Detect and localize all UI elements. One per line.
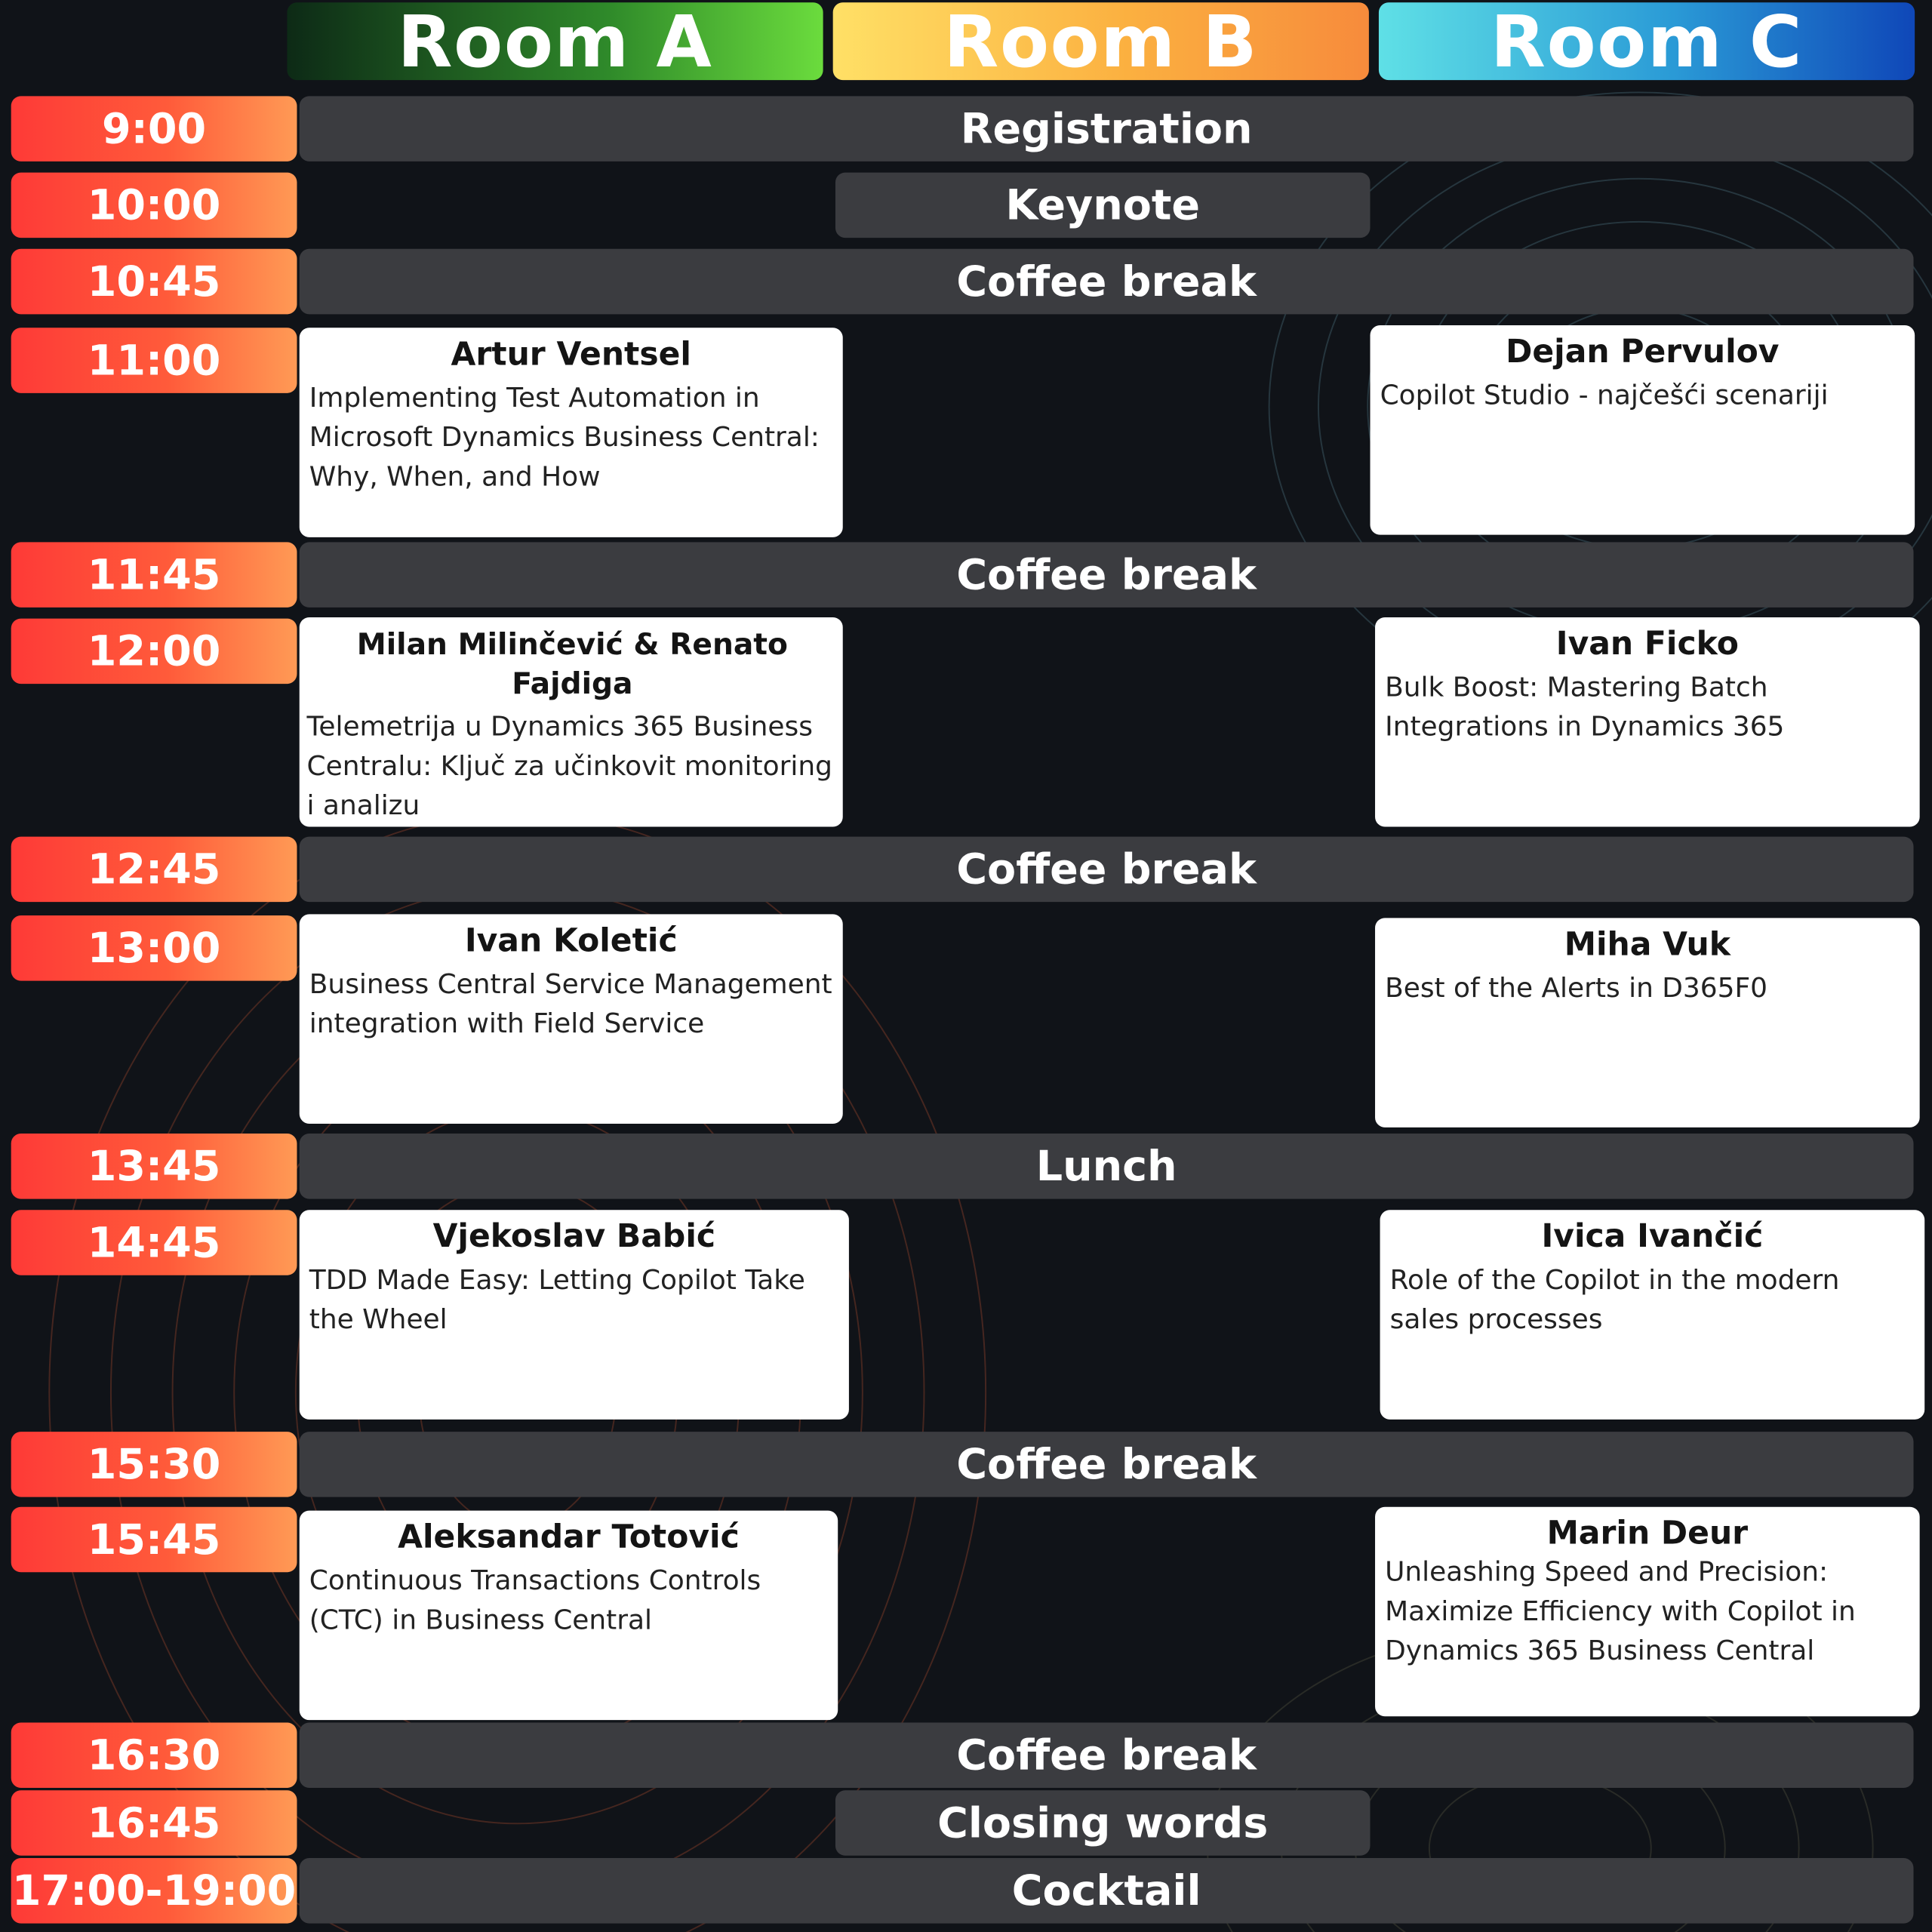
room-a-header: Room A [287, 2, 823, 80]
time-slot: 11:45 [11, 542, 297, 608]
speaker-name: Vjekoslav Babić [432, 1218, 716, 1256]
coffee-break-bar: Coffee break [300, 542, 1914, 608]
speaker-name: Artur Ventsel [451, 336, 691, 374]
speaker-name: Aleksandar Totović [398, 1519, 740, 1557]
time-slot: 14:45 [11, 1210, 297, 1275]
time-slot: 12:00 [11, 619, 297, 685]
speaker-name: Ivan Koletić [464, 922, 678, 960]
time-slot: 16:30 [11, 1722, 297, 1788]
session-card-room-a [300, 328, 843, 537]
session-card-room-a [300, 914, 843, 1124]
time-slot: 11:00 [11, 328, 297, 393]
time-slot: 10:45 [11, 249, 297, 315]
talk-title: Telemetrija u Dynamics 365 Business Centralu: Ključ za učinkovit monitoring i analizu [306, 712, 832, 822]
talk-title: Continuous Transactions Controls (CTC) in Business Central [309, 1566, 761, 1637]
talk-title: TDD Made Easy: Letting Copilot Take the Wheel [309, 1265, 805, 1336]
speaker-name: Marin Deur [1546, 1515, 1749, 1553]
time-slot: 15:30 [11, 1432, 297, 1497]
time-slot: 12:45 [11, 837, 297, 903]
speaker-name: Ivica Ivančić [1541, 1218, 1764, 1256]
time-slot: 13:00 [11, 915, 297, 981]
closing-words-bar: Closing words [835, 1790, 1371, 1856]
session-card-room-c [1375, 617, 1920, 827]
time-slot: 13:45 [11, 1134, 297, 1199]
talk-title: Bulk Boost: Mastering Batch Integrations in Dynamics 365 [1385, 672, 1785, 743]
talk-title: Implementing Test Automation in Microsoft Dynamics Business Central: Why, When, and How [309, 383, 820, 494]
speaker-name: Miha Vuk [1564, 926, 1730, 964]
session-card-room-a [300, 1511, 838, 1721]
session-card-room-c [1375, 918, 1920, 1128]
time-slot: 16:45 [11, 1790, 297, 1856]
talk-title: Role of the Copilot in the modern sales processes [1389, 1265, 1840, 1336]
keynote-bar: Keynote [835, 173, 1371, 238]
talk-title: Unleashing Speed and Precision: Maximize Efficiency with Copilot in Dynamics 365 Business Central [1385, 1557, 1856, 1667]
session-card-room-c [1371, 325, 1915, 535]
cocktail-bar: Cocktail [300, 1858, 1914, 1924]
time-slot: 9:00 [11, 96, 297, 162]
speaker-name: Ivan Ficko [1555, 626, 1739, 663]
session-card-room-c [1375, 1507, 1920, 1717]
coffee-break-bar: Coffee break [300, 249, 1914, 315]
talk-title: Best of the Alerts in D365F0 [1385, 973, 1767, 1004]
speaker-name: Milan Milinčević & Renato Fajdiga [356, 627, 788, 701]
talk-title: Copilot Studio - najčešći scenariji [1380, 380, 1829, 412]
time-slot: 10:00 [11, 173, 297, 238]
speaker-name: Dejan Pervulov [1506, 334, 1780, 371]
session-card-room-c [1380, 1210, 1925, 1420]
talk-title: Business Central Service Management integration with Field Service [309, 969, 832, 1040]
registration-bar: Registration [300, 96, 1914, 162]
room-b-header: Room B [833, 2, 1369, 80]
session-card-room-a [300, 1210, 849, 1420]
coffee-break-bar: Coffee break [300, 1432, 1914, 1497]
lunch-bar: Lunch [300, 1134, 1914, 1199]
time-slot: 15:45 [11, 1507, 297, 1573]
room-c-header: Room C [1379, 2, 1915, 80]
coffee-break-bar: Coffee break [300, 1722, 1914, 1788]
time-slot: 17:00-19:00 [11, 1858, 297, 1924]
coffee-break-bar: Coffee break [300, 837, 1914, 903]
session-card-room-a [300, 617, 843, 827]
